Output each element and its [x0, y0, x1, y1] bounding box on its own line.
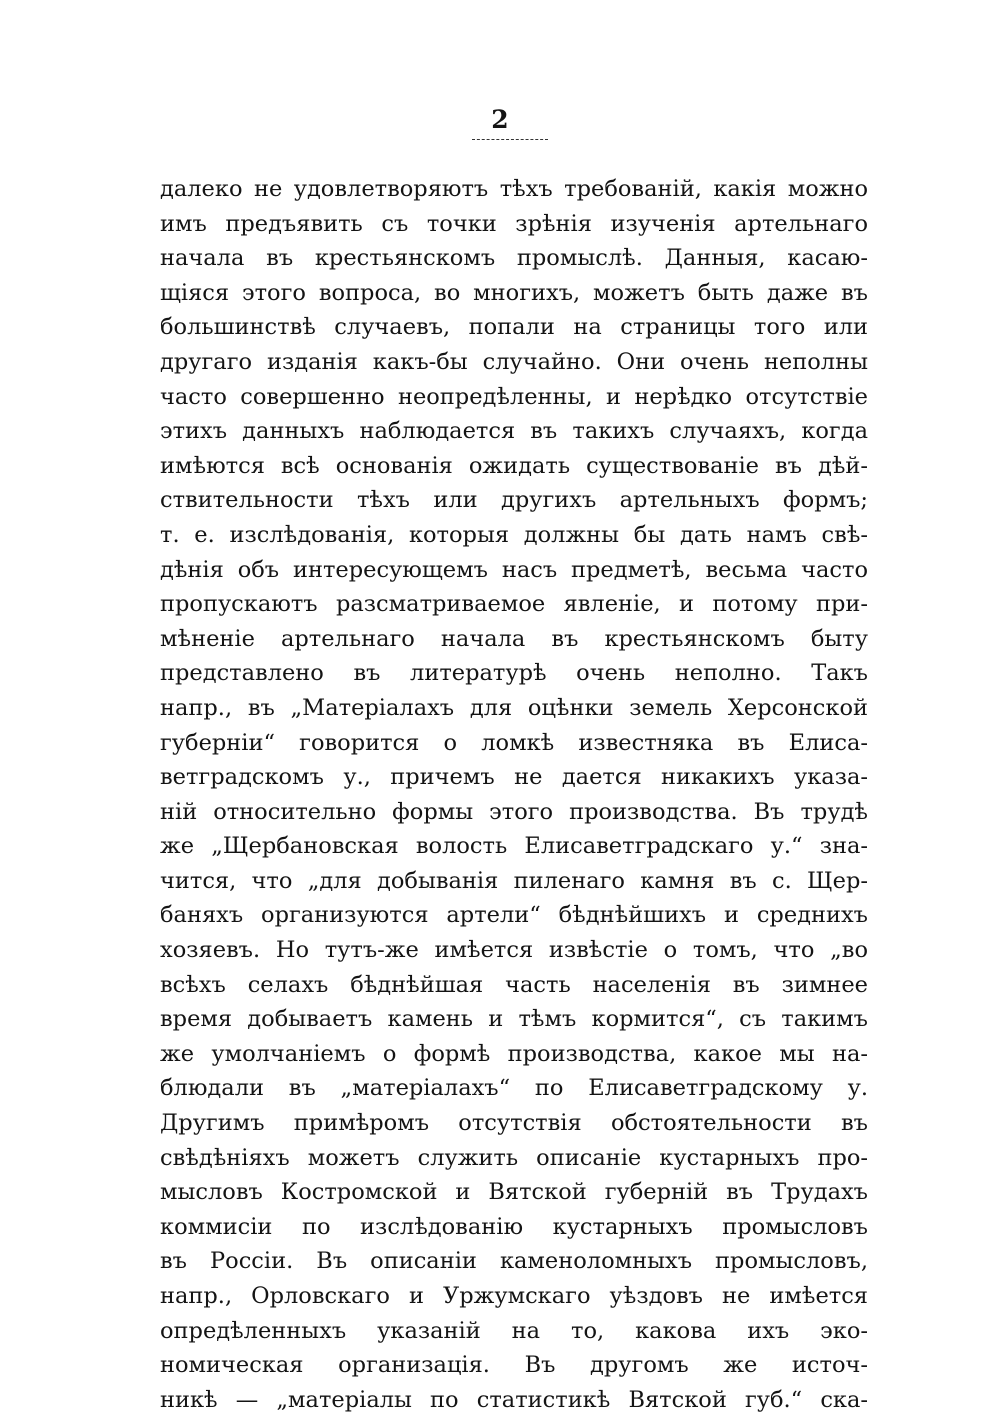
text-line: чится, что „для добыванія пиленаго камня въ с. Щер-: [160, 867, 868, 894]
text-line: номическая организація. Въ другомъ же источ-: [160, 1352, 868, 1379]
text-line: напр., Орловскаго и Уржумскаго уѣздовъ не имѣется: [160, 1283, 868, 1309]
text-line: время добываетъ камень и тѣмъ кормится“, съ такимъ: [160, 1006, 868, 1033]
body-text: [160, 172, 868, 1417]
text-line: имъ предъявить съ точки зрѣнія изученія артельнаго: [160, 210, 868, 237]
text-line: мысловъ Костромской и Вятской губерній въ Трудахъ: [160, 1179, 868, 1206]
text-line: пропускаютъ разсматриваемое явленіе, и потому при-: [160, 591, 868, 618]
text-line: никѣ — „матеріалы по статистикѣ Вятской губ.“ ска-: [160, 1386, 868, 1413]
text-line: далеко не удовлетворяютъ тѣхъ требованій, какія можно: [160, 176, 868, 202]
text-line: т. е. изслѣдованія, которыя должны бы дать намъ свѣ-: [160, 521, 868, 548]
header-rule: [472, 139, 548, 140]
text-line: баняхъ организуются артели“ бѣднѣйшихъ и среднихъ: [160, 902, 868, 929]
text-line: дѣнія объ интересующемъ насъ предметѣ, весьма часто: [160, 556, 868, 583]
text-line: часто совершенно неопредѣленны, и нерѣдко отсутствіе: [160, 383, 868, 410]
text-line: другаго изданія какъ-бы случайно. Они очень неполны: [160, 348, 868, 375]
text-line: мѣненіе артельнаго начала въ крестьянскомъ быту: [160, 625, 868, 652]
text-line: напр., въ „Матеріалахъ для оцѣнки земель Херсонской: [160, 694, 868, 721]
text-line: Другимъ примѣромъ отсутствія обстоятельности въ: [160, 1110, 868, 1137]
page-number: 2: [491, 105, 509, 134]
text-line: же „Щербановская волость Елисаветградскаго у.“ зна-: [160, 833, 868, 860]
text-line: щіяся этого вопроса, во многихъ, можетъ быть даже въ: [160, 279, 868, 306]
text-line: свѣдѣніяхъ можетъ служить описаніе кустарныхъ про-: [160, 1144, 868, 1171]
text-line: въ Россіи. Въ описаніи каменоломныхъ промысловъ,: [160, 1248, 868, 1275]
text-line: ній относительно формы этого производства. Въ трудѣ: [160, 798, 868, 825]
text-line: блюдали въ „матеріалахъ“ по Елисаветградскому у.: [160, 1075, 868, 1102]
text-line: начала въ крестьянскомъ промыслѣ. Данныя, касаю-: [160, 245, 868, 272]
text-line: ствительности тѣхъ или другихъ артельныхъ формъ;: [160, 487, 868, 514]
text-line: этихъ данныхъ наблюдается въ такихъ случаяхъ, когда: [160, 418, 868, 445]
text-line: имѣются всѣ основанія ожидать существованіе въ дѣй-: [160, 452, 868, 479]
text-line: представлено въ литературѣ очень неполно. Такъ: [160, 660, 868, 687]
text-line: большинствѣ случаевъ, попали на страницы того или: [160, 314, 868, 341]
text-line: губерніи“ говорится о ломкѣ известняка въ Елиса-: [160, 729, 868, 756]
text-line: же умолчаніемъ о формѣ производства, какое мы на-: [160, 1040, 868, 1067]
text-line: ветградскомъ у., причемъ не дается никакихъ указа-: [160, 764, 868, 791]
text-line: хозяевъ. Но тутъ-же имѣется извѣстіе о томъ, что „во: [160, 937, 868, 964]
text-line: коммисіи по изслѣдованію кустарныхъ промысловъ: [160, 1213, 868, 1240]
text-line: всѣхъ селахъ бѣднѣйшая часть населенія въ зимнее: [160, 971, 868, 998]
text-line: опредѣленныхъ указаній на то, какова ихъ эко-: [160, 1317, 868, 1344]
